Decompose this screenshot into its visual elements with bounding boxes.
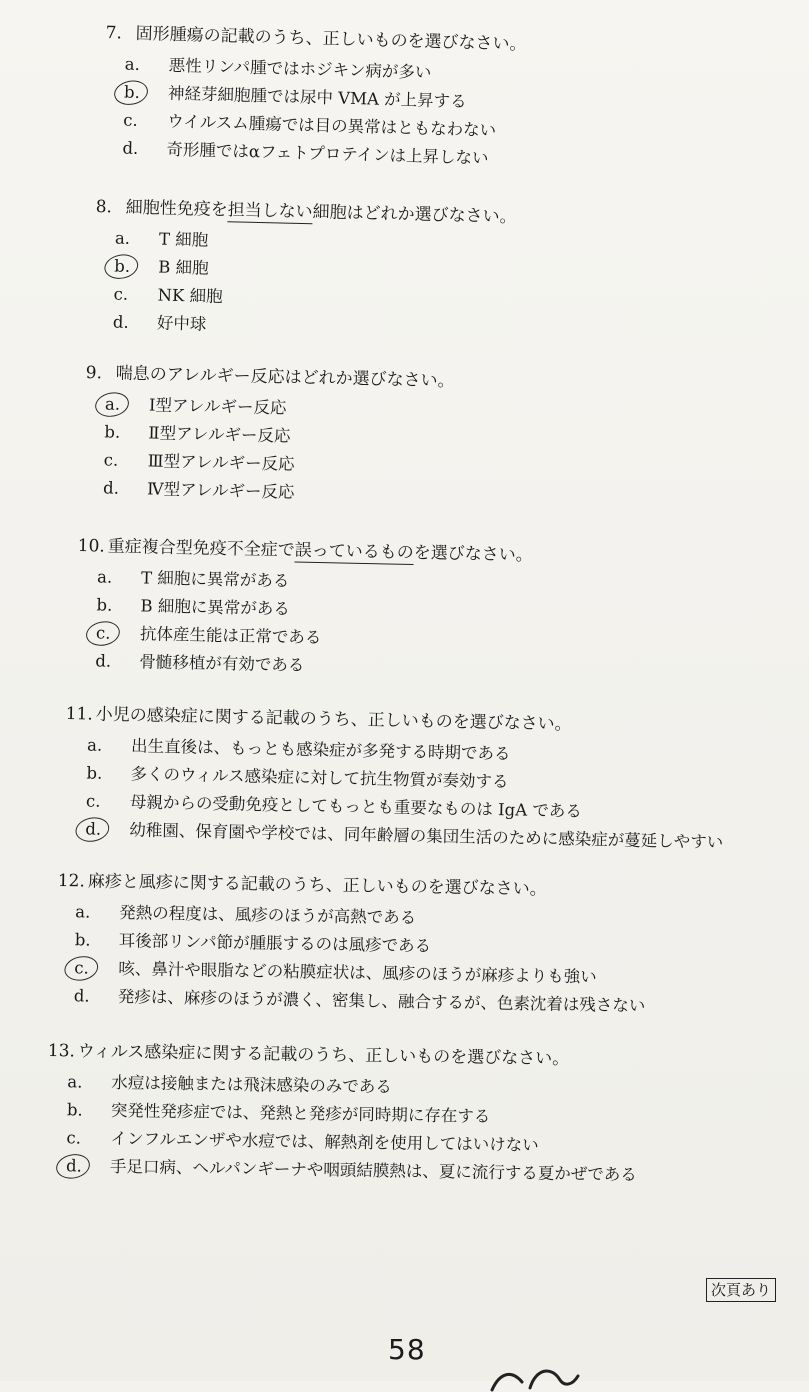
option-text: インフルエンザや水痘では、解熱剤を使用してはいけない bbox=[110, 1128, 539, 1155]
option-text: Ⅳ型アレルギー反応 bbox=[146, 479, 295, 502]
option-letter: d. bbox=[65, 1156, 82, 1176]
option-letter: d. bbox=[112, 312, 129, 332]
question-text-after: 細胞はどれか選びなさい。 bbox=[312, 202, 517, 228]
option-letter: b. bbox=[114, 256, 131, 276]
option-letter-wrap bbox=[66, 1152, 110, 1181]
option-text: Ⅲ型アレルギー反応 bbox=[147, 451, 295, 474]
question-text: 麻疹と風疹に関する記載のうち、正しいものを選びなさい。 bbox=[87, 871, 547, 900]
option-text: 出生直後は、もっとも感染症が多発する時期である bbox=[130, 736, 511, 764]
handwritten-scribble-icon bbox=[490, 1362, 580, 1392]
option-text: Ⅰ型アレルギー反応 bbox=[148, 395, 287, 418]
answer-circle-mark bbox=[62, 953, 100, 983]
option-text: 骨髄移植が有効である bbox=[139, 652, 305, 675]
option-letter: c. bbox=[85, 791, 101, 811]
option-list bbox=[102, 50, 526, 174]
option-letter: b. bbox=[74, 930, 91, 950]
answer-circle-mark bbox=[73, 815, 111, 845]
option-letter: d. bbox=[122, 138, 139, 158]
question-10 bbox=[75, 535, 533, 684]
option-letter-wrap bbox=[124, 79, 169, 108]
question-text: ウィルス感染症に関する記載のうち、正しいものを選びなさい。 bbox=[77, 1041, 570, 1070]
option-text: T 細胞に異常がある bbox=[140, 568, 290, 591]
option-text: B 細胞に異常がある bbox=[140, 596, 291, 619]
option-text: NK 細胞 bbox=[157, 285, 223, 307]
question-9 bbox=[83, 362, 455, 510]
option-letter: a. bbox=[67, 1072, 83, 1092]
option-letter-wrap bbox=[114, 252, 159, 281]
question-stem bbox=[105, 22, 526, 56]
option-text: 咳、鼻汁や眼脂などの粘膜症状は、風疹のほうが麻疹よりも強い bbox=[118, 959, 597, 987]
question-12 bbox=[56, 870, 648, 1020]
question-stem bbox=[78, 535, 533, 567]
option-letter: c. bbox=[103, 450, 119, 470]
question-number: 13. bbox=[47, 1040, 76, 1062]
answer-circle-mark bbox=[93, 390, 131, 420]
option-letter: d. bbox=[85, 819, 102, 839]
option-text: 悪性リンパ腫ではホジキン病が多い bbox=[168, 55, 432, 83]
option-text: 発疹は、麻疹のほうが濃く、密集し、融合するが、色素沈着は残さない bbox=[117, 987, 646, 1016]
question-8 bbox=[93, 196, 517, 346]
option-list bbox=[56, 898, 648, 1020]
question-stem bbox=[86, 362, 455, 392]
option-letter: d. bbox=[102, 478, 120, 498]
option-letter: b. bbox=[123, 82, 141, 102]
question-text-underlined: 担当しない bbox=[227, 200, 313, 223]
option-letter: b. bbox=[86, 763, 103, 783]
question-stem bbox=[95, 196, 516, 228]
question-number: 8. bbox=[95, 196, 113, 218]
option-list bbox=[75, 563, 532, 685]
option-letter-wrap bbox=[74, 954, 118, 983]
option-list bbox=[63, 731, 725, 857]
option-list bbox=[93, 224, 517, 346]
option-letter: b. bbox=[66, 1100, 83, 1120]
page-number: 58 bbox=[388, 1333, 426, 1366]
question-text-after: を選びなさい。 bbox=[413, 543, 533, 566]
question-13 bbox=[46, 1040, 639, 1189]
question-stem bbox=[58, 870, 648, 902]
option-text: 突発性発疹症では、発熱と発疹が同時期に存在する bbox=[110, 1100, 491, 1126]
question-number: 9. bbox=[85, 362, 103, 384]
option-letter-wrap bbox=[105, 390, 150, 419]
option-letter: a. bbox=[75, 902, 91, 922]
option-list bbox=[83, 390, 454, 510]
option-letter: c. bbox=[95, 623, 111, 643]
question-number: 10. bbox=[77, 535, 106, 557]
answer-circle-mark bbox=[84, 619, 122, 649]
option-letter: a. bbox=[104, 394, 121, 414]
question-7 bbox=[102, 22, 527, 174]
option-text: 抗体産生能は正常である bbox=[139, 624, 322, 648]
question-number: 12. bbox=[57, 870, 86, 892]
option-letter: a. bbox=[86, 735, 103, 755]
option-letter-wrap bbox=[96, 619, 141, 648]
question-text-underlined: 誤っているもの bbox=[294, 540, 414, 564]
option-text: Ⅱ型アレルギー反応 bbox=[148, 423, 291, 446]
option-text: 好中球 bbox=[156, 313, 207, 334]
option-text: 幼稚園、保育園や学校では、同年齢層の集団生活のために感染症が蔓延しやすい bbox=[129, 820, 724, 852]
option-text: ウイルスム腫瘍では目の異常はともなわない bbox=[166, 111, 497, 140]
option-letter: a. bbox=[114, 228, 131, 248]
question-text: 小児の感染症に関する記載のうち、正しいものを選びなさい。 bbox=[95, 704, 572, 735]
question-number: 11. bbox=[65, 703, 94, 725]
option-text: 発熱の程度は、風疹のほうが高熱である bbox=[119, 903, 417, 928]
question-number: 7. bbox=[105, 22, 123, 44]
option-letter: c. bbox=[113, 284, 129, 304]
answer-circle-mark bbox=[54, 1151, 92, 1181]
option-letter: c. bbox=[74, 958, 89, 978]
question-11 bbox=[63, 703, 726, 857]
option-letter: c. bbox=[123, 110, 139, 130]
answer-circle-mark bbox=[102, 252, 140, 282]
option-letter: c. bbox=[66, 1128, 82, 1148]
option-letter: a. bbox=[96, 567, 113, 587]
option-text: 神経芽細胞腫では尿中 VMA が上昇する bbox=[167, 83, 467, 112]
option-letter: d. bbox=[95, 651, 112, 671]
question-text: 固形腫瘍の記載のうち、正しいものを選びなさい。 bbox=[135, 23, 527, 55]
option-letter-wrap bbox=[85, 815, 130, 844]
question-stem bbox=[48, 1040, 639, 1071]
question-text-before: 重症複合型免疫不全症で bbox=[107, 536, 295, 561]
option-letter: b. bbox=[104, 422, 121, 442]
question-text-before: 細胞性免疫を bbox=[125, 197, 228, 221]
option-letter: a. bbox=[124, 54, 141, 74]
option-text: 手足口病、ヘルパンギーナや咽頭結膜熱は、夏に流行する夏かぜである bbox=[109, 1156, 637, 1185]
option-text: 多くのウィルス感染症に対して抗生物質が奏効する bbox=[130, 764, 509, 792]
option-letter: d. bbox=[73, 986, 90, 1006]
option-text: 母親からの受動免疫としてもっとも重要なものは IgA である bbox=[129, 792, 583, 821]
option-text: 水痘は接触または飛沫感染のみである bbox=[111, 1073, 392, 1097]
question-text: 喘息のアレルギー反応はどれか選びなさい。 bbox=[115, 363, 455, 392]
answer-circle-mark bbox=[112, 78, 150, 108]
option-text: B 細胞 bbox=[158, 257, 209, 278]
option-text: 耳後部リンパ節が腫脹するのは風疹である bbox=[118, 931, 432, 956]
option-text: T 細胞 bbox=[158, 229, 209, 250]
option-letter: b. bbox=[96, 595, 113, 615]
next-page-notice: 次頁あり bbox=[706, 1278, 776, 1302]
option-text: 奇形腫ではαフェトプロテインは上昇しない bbox=[166, 139, 489, 168]
option-list bbox=[46, 1068, 639, 1189]
